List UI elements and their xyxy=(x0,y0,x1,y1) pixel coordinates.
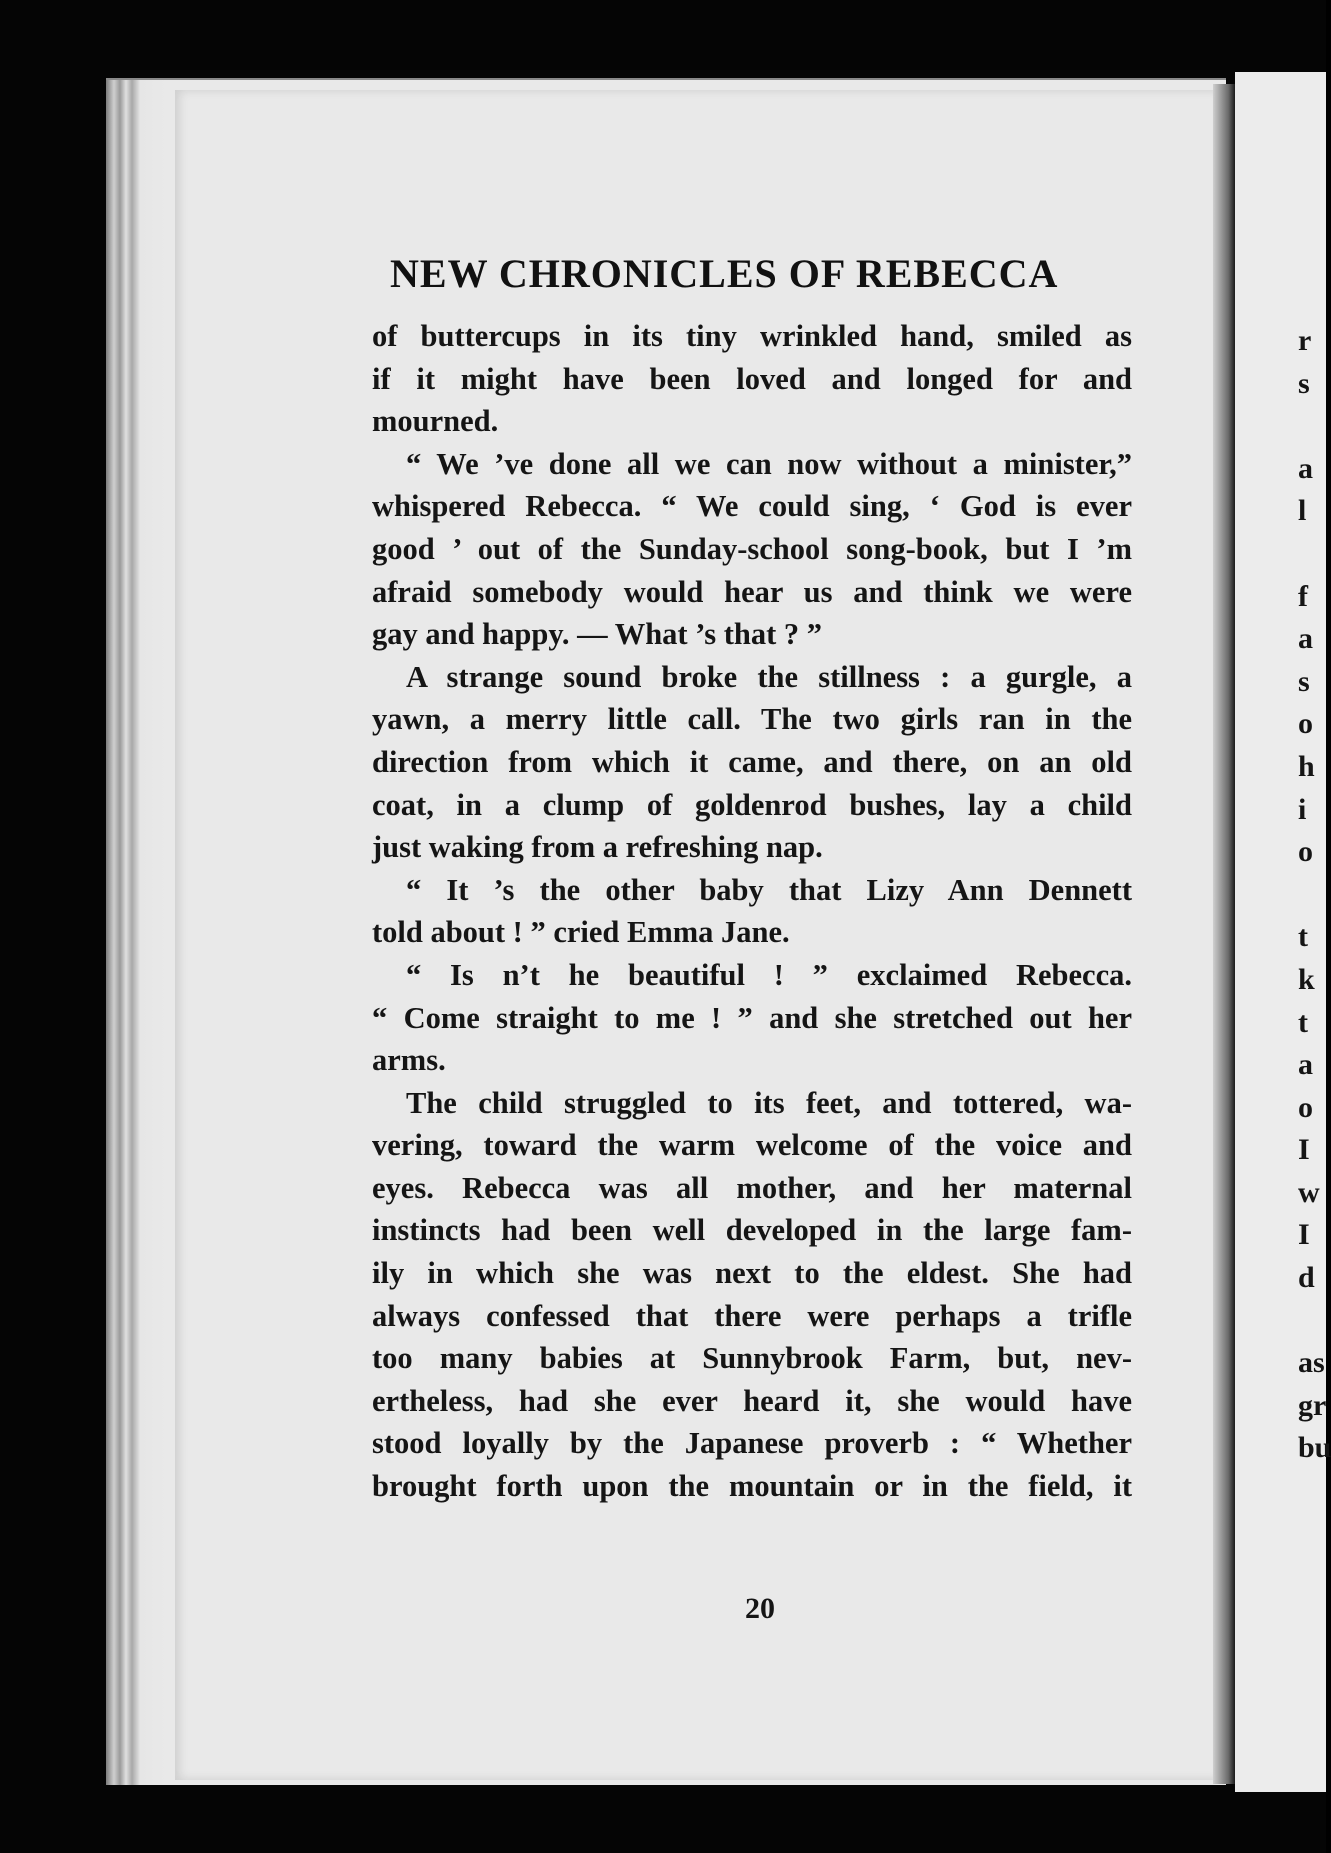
text-line: told about ! ” cried Emma Jane. xyxy=(372,915,790,950)
facing-page-fragment: as xyxy=(1298,1346,1325,1380)
text-line: mourned. xyxy=(372,404,499,439)
facing-page-fragment: l xyxy=(1298,494,1307,528)
facing-page-fragment: s xyxy=(1298,366,1310,400)
facing-page-fragment xyxy=(1298,1300,1331,1343)
text-line: stood loyally by the Japanese proverb : “ Whether xyxy=(372,1426,1132,1461)
text-line: yawn, a merry little call. The two girls ran in the xyxy=(372,702,1132,737)
text-line: “ We ’ve done all we can now without a minister,” xyxy=(406,446,1132,481)
facing-page-fragment: o xyxy=(1298,707,1313,741)
text-line: of buttercups in its tiny wrinkled hand, smiled as xyxy=(372,319,1132,353)
text-line: ertheless, had she ever heard it, she would have xyxy=(372,1383,1132,1418)
text-line: “ It ’s the other baby that Lizy Ann Dennett xyxy=(406,872,1132,907)
facing-page-fragment: a xyxy=(1298,451,1313,485)
book-gutter xyxy=(1213,84,1235,1784)
text-line: vering, toward the warm welcome of the voice and xyxy=(372,1128,1132,1163)
facing-page-text-fragments xyxy=(1298,320,1331,1470)
facing-page-fragment: a xyxy=(1298,1048,1313,1082)
facing-page-fragment: a xyxy=(1298,622,1313,656)
text-line: coat, in a clump of goldenrod bushes, lay a child xyxy=(372,787,1132,822)
facing-page-fragment: d xyxy=(1298,1261,1315,1295)
text-line: afraid somebody would hear us and think we were xyxy=(372,574,1132,609)
text-line: if it might have been loved and longed for and xyxy=(372,361,1132,396)
facing-page-fragment: w xyxy=(1298,1175,1320,1209)
facing-page-fragment: i xyxy=(1298,792,1307,826)
text-line: gay and happy. — What ’s that ? ” xyxy=(372,617,822,652)
text-line: instincts had been well developed in the large fam- xyxy=(372,1213,1132,1248)
text-line: arms. xyxy=(372,1043,446,1078)
facing-page-fragment: r xyxy=(1298,324,1312,357)
text-line: brought forth upon the mountain or in the field, it xyxy=(372,1469,1132,1504)
facing-page-fragment: o xyxy=(1298,1090,1313,1124)
text-line: whispered Rebecca. “ We could sing, ‘ God is ever xyxy=(372,489,1132,524)
text-line: The child struggled to its feet, and tottered, wa- xyxy=(406,1085,1132,1120)
facing-page-fragment: bu xyxy=(1298,1431,1331,1465)
text-line: eyes. Rebecca was all mother, and her maternal xyxy=(372,1170,1132,1205)
text-line: always confessed that there were perhaps a trifle xyxy=(372,1298,1132,1333)
facing-page-fragment xyxy=(1298,405,1331,448)
running-head: NEW CHRONICLES OF REBECCA xyxy=(390,251,1059,296)
text-line: “ Is n’t he beautiful ! ” exclaimed Rebecca. xyxy=(406,957,1132,992)
text-line: A strange sound broke the stillness : a gurgle, a xyxy=(406,659,1132,694)
facing-page-fragment: s xyxy=(1298,664,1310,698)
page-number: 20 xyxy=(745,1592,775,1625)
facing-page-fragment: t xyxy=(1298,920,1308,954)
facing-page-fragment xyxy=(1298,533,1331,576)
text-line: too many babies at Sunnybrook Farm, but, nev- xyxy=(372,1341,1132,1376)
facing-page-fragment: t xyxy=(1298,1005,1308,1039)
text-line: good ’ out of the Sunday-school song-book, but I ’m xyxy=(372,531,1132,566)
text-line: just waking from a refreshing nap. xyxy=(372,830,823,865)
text-line: direction from which it came, and there, on an old xyxy=(372,744,1132,779)
facing-page-fragment xyxy=(1298,874,1331,917)
facing-page-fragment: k xyxy=(1298,962,1315,996)
facing-page-fragment: f xyxy=(1298,579,1308,613)
facing-page-fragment: gr xyxy=(1298,1388,1327,1422)
facing-page-fragment: I xyxy=(1298,1133,1310,1167)
facing-page-fragment: I xyxy=(1298,1218,1310,1252)
text-line: “ Come straight to me ! ” and she stretched out her xyxy=(372,1000,1132,1035)
facing-page-fragment: o xyxy=(1298,835,1313,869)
page-body-text xyxy=(372,315,1132,1508)
text-line: ily in which she was next to the eldest. She had xyxy=(372,1256,1132,1291)
facing-page-fragment: h xyxy=(1298,749,1315,783)
